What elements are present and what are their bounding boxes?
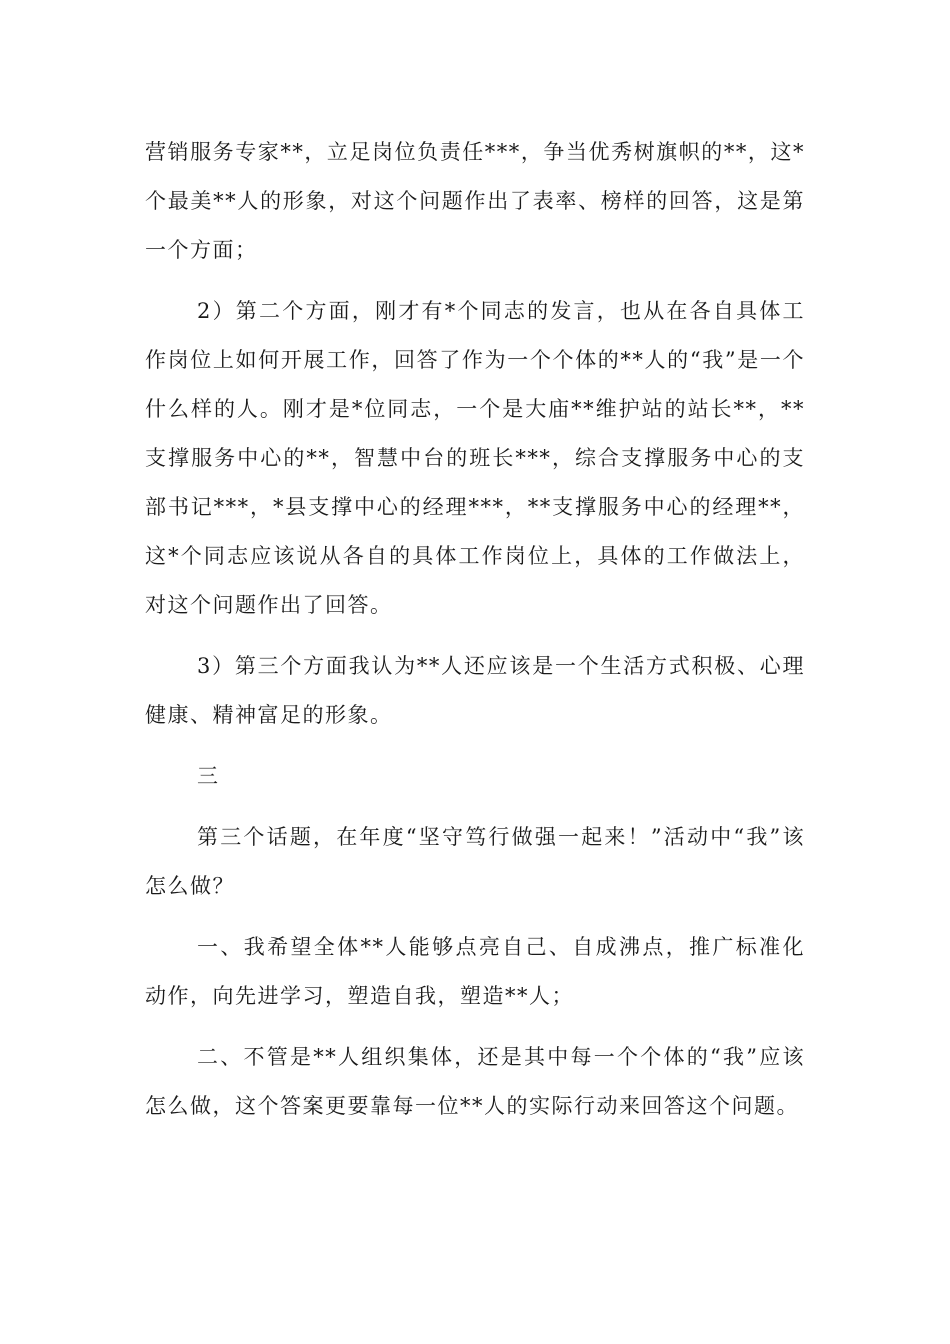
section-heading-three: 三 <box>197 764 220 788</box>
document-body <box>145 128 805 1131</box>
paragraph-item-two: 二、不管是**人组织集体，还是其中每一个个体的“我”应该怎么做，这个答案更要靠每一位**人的实际行动来回答这个问题。 <box>145 1045 805 1118</box>
paragraph-item-one: 一、我希望全体**人能够点亮自己、自成沸点，推广标准化动作，向先进学习，塑造自我，塑造**人； <box>145 935 805 1008</box>
paragraph-continuation: 营销服务专家**，立足岗位负责任***，争当优秀树旗帜的**，这*个最美**人的形象，对这个问题作出了表率、榜样的回答，这是第一个方面； <box>145 140 805 262</box>
paragraph-topic-three: 第三个话题，在年度“坚守笃行做强一起来！”活动中“我”该怎么做？ <box>145 825 805 898</box>
paragraph-point-3: 3）第三个方面我认为**人还应该是一个生活方式积极、心理健康、精神富足的形象。 <box>145 654 805 727</box>
paragraph-point-2: 2）第二个方面，刚才有*个同志的发言，也从在各自具体工作岗位上如何开展工作，回答了作为一个个体的**人的“我”是一个什么样的人。刚才是*位同志，一个是大庙**维护站的站长**，**支撑服务中心的**，智慧中台的班长***，综合支撑服务中心的支部书记***，*县支撑中心的经理***，**支撑服务中心的经理**，这*个同志应该说从各自的具体工作岗位上，具体的工作做法上，对这个问题作出了回答。 <box>145 299 805 617</box>
